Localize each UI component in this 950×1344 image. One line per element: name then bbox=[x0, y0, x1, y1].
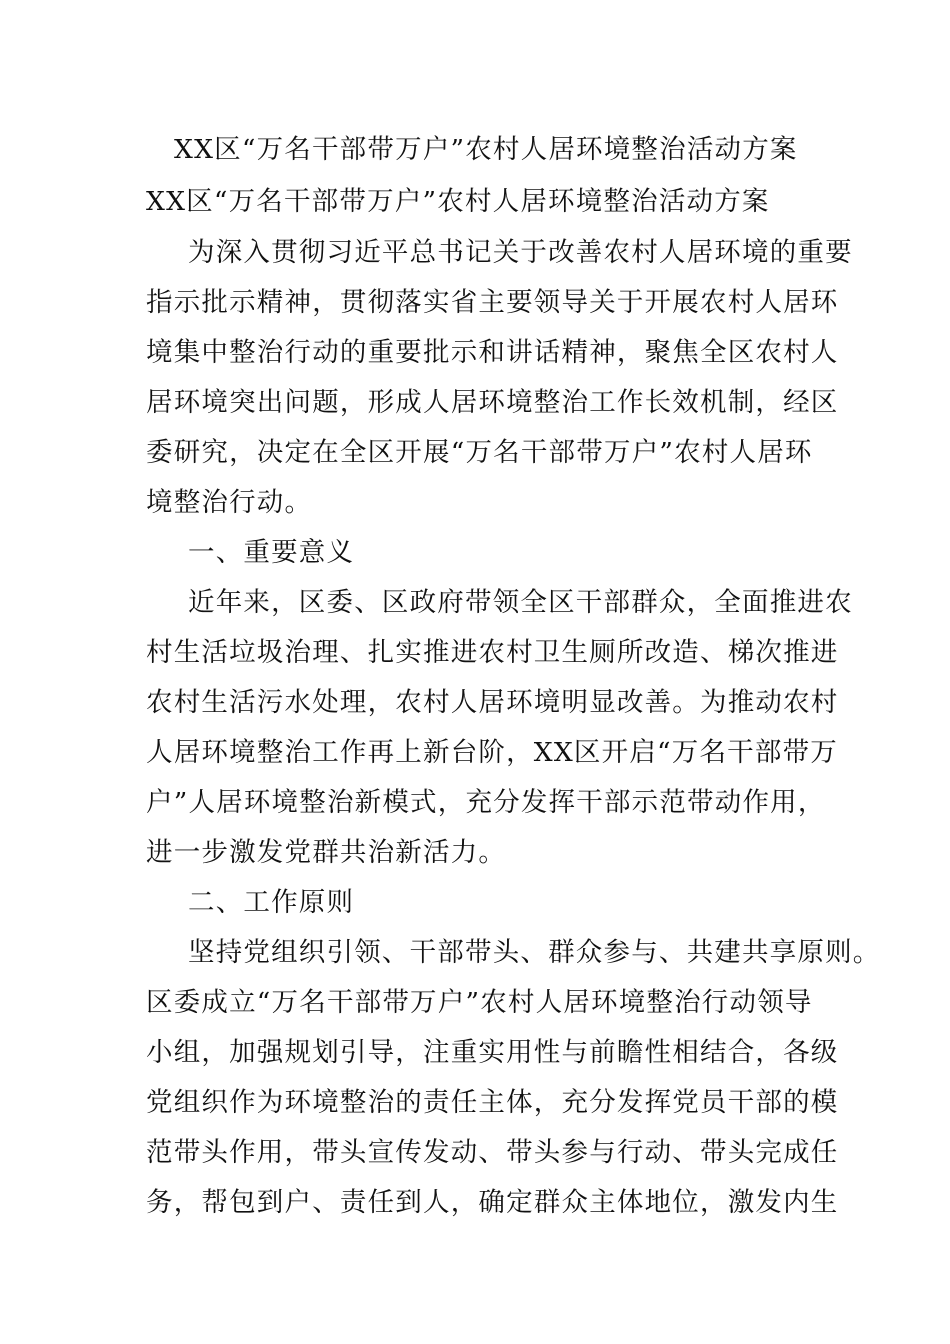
section-2-line: 范带头作用，带头宣传发动、带头参与行动、带头完成任 bbox=[146, 1137, 839, 1168]
section-1-line: 人居环境整治工作再上新台阶，XX区开启“万名干部带万 bbox=[146, 737, 838, 768]
section-1-line: 近年来，区委、区政府带领全区干部群众，全面推进农 bbox=[188, 587, 853, 618]
intro-line: 指示批示精神，贯彻落实省主要领导关于开展农村人居环 bbox=[146, 287, 839, 318]
section-2-line: 坚持党组织引领、干部带头、群众参与、共建共享原则。 bbox=[188, 937, 881, 968]
document-title-repeat: XX区“万名干部带万户”农村人居环境整治活动方案 bbox=[146, 186, 770, 217]
section-1-line: 村生活垃圾治理、扎实推进农村卫生厕所改造、梯次推进 bbox=[146, 637, 839, 668]
section-2-line: 务，帮包到户、责任到人，确定群众主体地位，激发内生 bbox=[146, 1187, 839, 1218]
intro-line: 委研究，决定在全区开展“万名干部带万户”农村人居环 bbox=[146, 437, 813, 468]
section-1-line: 进一步激发党群共治新活力。 bbox=[146, 837, 507, 868]
section-2-line: 小组，加强规划引导，注重实用性与前瞻性相结合，各级 bbox=[146, 1037, 839, 1068]
section-2-line: 区委成立“万名干部带万户”农村人居环境整治行动领导 bbox=[146, 987, 813, 1018]
section-2-line: 党组织作为环境整治的责任主体，充分发挥党员干部的模 bbox=[146, 1087, 839, 1118]
section-2-heading: 二、工作原则 bbox=[188, 887, 355, 918]
intro-line: 境集中整治行动的重要批示和讲话精神，聚焦全区农村人 bbox=[146, 337, 839, 368]
section-1-heading: 一、重要意义 bbox=[188, 537, 355, 568]
intro-line: 为深入贯彻习近平总书记关于改善农村人居环境的重要 bbox=[188, 237, 853, 268]
intro-line: 境整治行动。 bbox=[146, 487, 313, 518]
document-title: XX区“万名干部带万户”农村人居环境整治活动方案 bbox=[174, 134, 798, 165]
section-1-line: 户”人居环境整治新模式，充分发挥干部示范带动作用， bbox=[146, 787, 826, 818]
intro-line: 居环境突出问题，形成人居环境整治工作长效机制，经区 bbox=[146, 387, 839, 418]
section-1-line: 农村生活污水处理，农村人居环境明显改善。为推动农村 bbox=[146, 687, 839, 718]
